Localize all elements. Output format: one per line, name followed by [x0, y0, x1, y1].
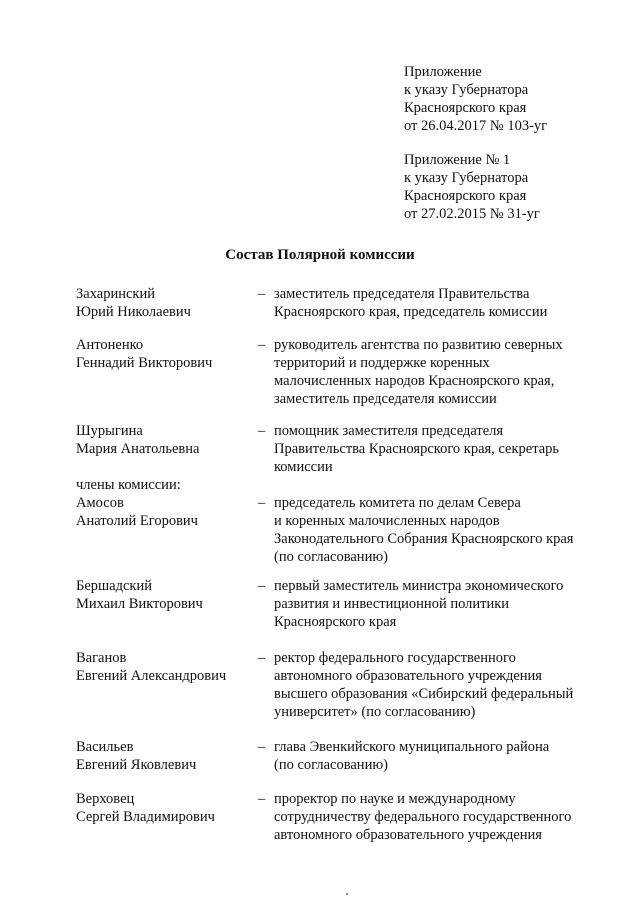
role-line: территорий и поддержке коренных: [274, 355, 490, 371]
dash-separator: –: [258, 791, 266, 807]
members-label: члены комиссии:: [76, 477, 181, 493]
member-surname: Васильев: [76, 739, 134, 755]
member-name: [76, 790, 251, 826]
annex-line: Красноярского края: [404, 100, 527, 116]
annex-header-current: [404, 63, 634, 135]
annex-line: Приложение № 1: [404, 152, 511, 168]
member-given-names: Мария Анатольевна: [76, 441, 200, 457]
role-line: Правительства Красноярского края, секретарь: [274, 441, 560, 457]
role-line: малочисленных народов Красноярского края,: [274, 373, 555, 389]
member-given-names: Михаил Викторович: [76, 596, 203, 612]
role-line: университет» (по согласованию): [274, 704, 476, 720]
member-name: [76, 649, 251, 685]
role-line: Законодательного Собрания Красноярского края: [274, 531, 574, 547]
member-given-names: Евгений Яковлевич: [76, 757, 197, 773]
member-surname: Захаринский: [76, 286, 155, 302]
dash-separator: –: [258, 650, 266, 666]
role-line: руководитель агентства по развитию северных: [274, 337, 563, 353]
member-given-names: Геннадий Викторович: [76, 355, 213, 371]
member-role: [274, 790, 634, 844]
member-role: [274, 494, 634, 566]
role-line: автономного образовательного учреждения: [274, 668, 542, 684]
member-name: [76, 422, 251, 458]
role-line: сотрудничеству федерального государственного: [274, 809, 572, 825]
document-title: Состав Полярной комиссии: [225, 247, 415, 263]
dash-separator: –: [258, 286, 266, 302]
role-line: ректор федерального государственного: [274, 650, 516, 666]
member-name: [76, 577, 251, 613]
annex-line: Красноярского края: [404, 188, 527, 204]
member-given-names: Юрий Николаевич: [76, 304, 191, 320]
member-name: [76, 285, 251, 321]
role-line: автономного образовательного учреждения: [274, 827, 542, 843]
dash-separator: –: [258, 495, 266, 511]
role-line: высшего образования «Сибирский федеральный: [274, 686, 574, 702]
role-line: (по согласованию): [274, 549, 388, 565]
annex-line: от 27.02.2015 № 31-уг: [404, 206, 540, 222]
member-role: [274, 649, 634, 721]
member-surname: Шурыгина: [76, 423, 143, 439]
member-name: [76, 494, 251, 530]
role-line: заместитель председателя Правительства: [274, 286, 530, 302]
member-given-names: Сергей Владимирович: [76, 809, 215, 825]
member-surname: Амосов: [76, 495, 124, 511]
annex-line: к указу Губернатора: [404, 170, 529, 186]
member-role: [274, 738, 634, 774]
member-role: [274, 285, 634, 321]
member-surname: Антоненко: [76, 337, 144, 353]
role-line: первый заместитель министра экономического: [274, 578, 564, 594]
role-line: Красноярского края: [274, 614, 397, 630]
member-role: [274, 336, 634, 408]
dash-separator: –: [258, 739, 266, 755]
annex-header-original: [404, 151, 634, 223]
member-name: [76, 336, 251, 372]
member-given-names: Евгений Александрович: [76, 668, 227, 684]
role-line: (по согласованию): [274, 757, 388, 773]
role-line: Красноярского края, председатель комиссии: [274, 304, 548, 320]
member-role: [274, 422, 634, 476]
member-given-names: Анатолий Егорович: [76, 513, 198, 529]
role-line: помощник заместителя председателя: [274, 423, 504, 439]
member-role: [274, 577, 634, 631]
scan-speck: [346, 893, 348, 895]
role-line: глава Эвенкийского муниципального района: [274, 739, 550, 755]
role-line: проректор по науке и международному: [274, 791, 516, 807]
dash-separator: –: [258, 578, 266, 594]
role-line: заместитель председателя комиссии: [274, 391, 497, 407]
dash-separator: –: [258, 423, 266, 439]
member-surname: Бершадский: [76, 578, 152, 594]
annex-line: к указу Губернатора: [404, 82, 529, 98]
member-name: [76, 738, 251, 774]
dash-separator: –: [258, 337, 266, 353]
role-line: развития и инвестиционной политики: [274, 596, 510, 612]
annex-line: Приложение: [404, 64, 482, 80]
member-surname: Ваганов: [76, 650, 127, 666]
annex-line: от 26.04.2017 № 103-уг: [404, 118, 548, 134]
role-line: и коренных малочисленных народов: [274, 513, 500, 529]
role-line: комиссии: [274, 459, 333, 475]
role-line: председатель комитета по делам Севера: [274, 495, 521, 511]
member-surname: Верховец: [76, 791, 135, 807]
